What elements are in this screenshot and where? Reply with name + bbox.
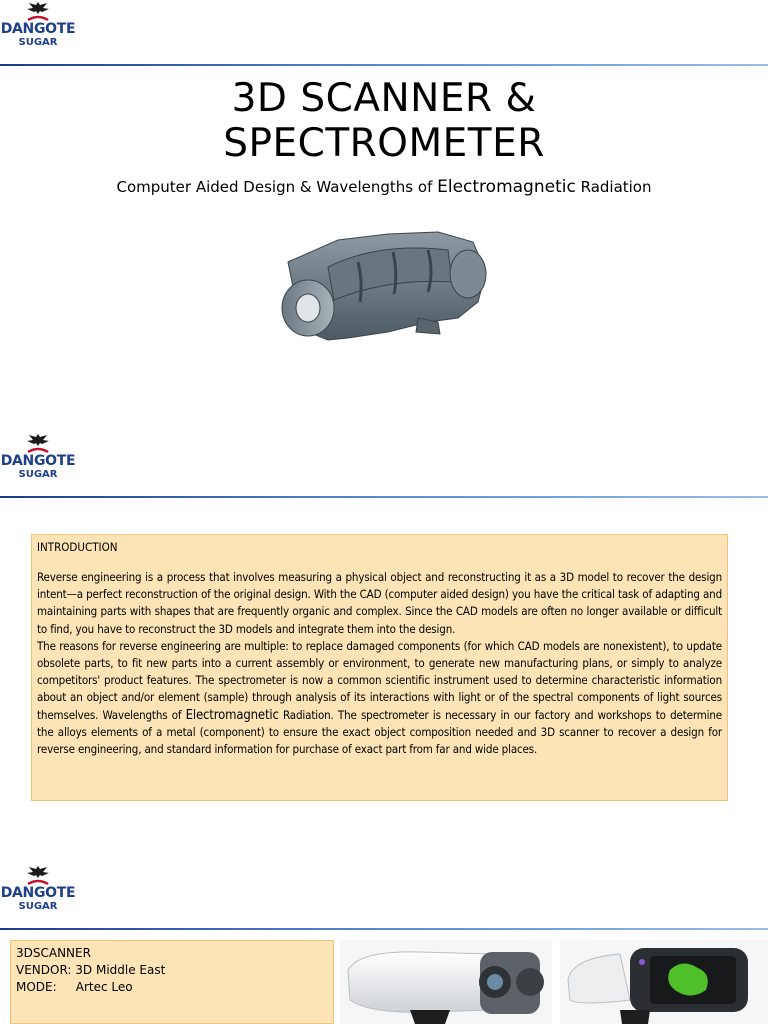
logo-brand-text: DANGOTE — [0, 21, 76, 37]
vendor-info-box — [10, 940, 334, 1024]
introduction-heading: INTRODUCTION — [37, 540, 118, 554]
logo-sub-text: SUGAR — [18, 37, 58, 48]
eagle-icon — [25, 432, 51, 454]
paragraph-2-part-a: The reasons for reverse engineering are multiple: to replace damaged components (for which CAD models are nonexistent), to update obsolete parts, to fit new parts into a current assembly or environment, to generate new manufacturing plans, or simply to analyze competitors' product features. The spectrometer is now a common scientific instrument used to determine characteristic information about an object and/or element (sample) through analysis of its interactions with light or of the spectral components of light sources themselves. Wavelengths of — [37, 638, 722, 722]
slide-1 — [0, 0, 768, 430]
logo-brand-text: DANGOTE — [0, 453, 76, 469]
logo-sub-text: SUGAR — [18, 901, 58, 912]
header-divider — [0, 64, 768, 66]
header-divider-2 — [0, 496, 768, 498]
introduction-paragraph-1: Reverse engineering is a process that involves measuring a physical object and reconstructing it as a 3D model to recover the design intent—a perfect reconstruction of the original design. With the CAD (computer aided design) you have the critical task of adapting and maintaining parts with shapes that are frequently organic and complex. Since the CAD models are often no longer available or difficult to find, you have to reconstruct the 3D models and integrate them into the design. — [37, 570, 722, 636]
logo-brand-text: DANGOTE — [0, 885, 76, 901]
page-title — [0, 76, 768, 166]
introduction-paragraph-2 — [37, 638, 722, 758]
subtitle-emphasis: Electromagnetic — [437, 177, 576, 197]
dangote-logo — [0, 0, 76, 48]
logo-sub-text: SUGAR — [18, 469, 58, 480]
title-line-2: SPECTROMETER — [223, 121, 545, 166]
title-line-1: 3D SCANNER & — [231, 76, 537, 121]
dangote-logo-3 — [0, 864, 76, 912]
subtitle-part-2: Radiation — [575, 178, 652, 196]
paragraph-2-part-b: Radiation. The spectrometer is necessary in our factory and workshops to determine the alloys elements of a metal (component) to ensure the exact object composition needed and 3D scanner to recover a design for reverse engineering, and standard information for purchase of exact part from far and wide places. — [37, 707, 723, 757]
paragraph-2-emphasis: Electromagnetic — [185, 707, 279, 723]
product-name: 3DSCANNER — [16, 946, 91, 960]
scanner-side-icon — [340, 940, 552, 1024]
introduction-box — [31, 534, 728, 801]
page-subtitle — [0, 176, 768, 198]
scanner-screen-icon — [560, 940, 768, 1024]
eagle-icon — [25, 864, 51, 886]
dangote-logo-2 — [0, 432, 76, 480]
subtitle-part-1: Computer Aided Design & Wavelengths of — [116, 178, 438, 196]
model-name: MODE: Artec Leo — [16, 980, 133, 994]
vendor-name: VENDOR: 3D Middle East — [16, 963, 166, 977]
cad-part-icon — [268, 222, 490, 362]
eagle-icon — [25, 0, 51, 22]
header-divider-3 — [0, 928, 768, 930]
